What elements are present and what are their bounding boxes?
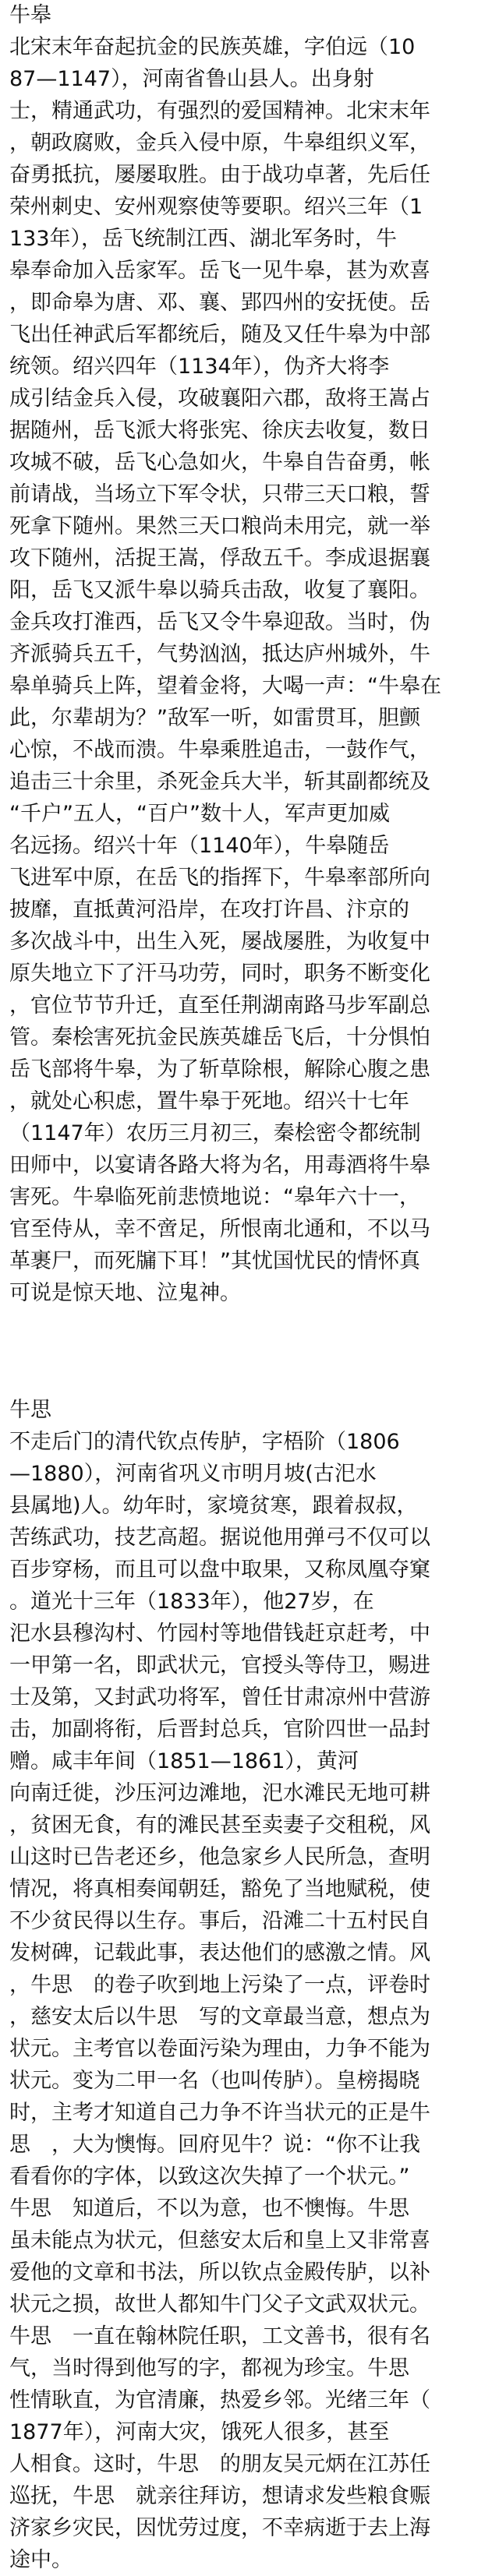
text-line: 苦练武功，技艺高超。据说他用弹弓不仅可以 [9,1526,430,1550]
text-line: 状元。变为二甲一名（也叫传胪）。皇榜揭晓 [9,2069,420,2093]
article-body [9,31,490,1309]
text-line: 一甲第一名，即武状元，官授头等侍卫，赐进 [9,1653,430,1678]
text-line: 追击三十余里，杀死金兵大半，斩其副都统及 [9,770,430,794]
text-line: 齐派骑兵五千，气势汹汹，抵达庐州城外，牛 [9,642,430,666]
text-line: ，即命皋为唐、邓、襄、郢四州的安抚使。岳 [9,291,430,315]
article-niu-si [9,1395,490,2576]
text-line: 人相食。这时，牛思 的朋友吴元炳在江苏任 [9,2452,430,2476]
text-line: 思 ，大为懊悔。回府见牛？说：“你不让我 [9,2133,420,2157]
text-line: （1147年）农历三月初三，秦桧密令都统制 [9,1121,421,1145]
text-line: 87—1147），河南省鲁山县人。出身射 [9,67,374,91]
text-line: ，就处心积虑，置牛皋于死地。绍兴十七年 [9,1089,409,1113]
text-line: 途中。 [9,2548,73,2572]
text-line: 原失地立下了汗马功劳，同时，职务不断变化 [9,962,430,986]
text-line: 时，主考才知道自己力争不许当状元的正是牛 [9,2101,430,2125]
text-line: 状元之损，故世人都知牛门父子文武双状元。 [9,2292,430,2317]
text-line: 1877年），河南大灾，饿死人很多，甚至 [9,2420,390,2444]
text-line: 汜水县穆沟村、竹园村等地借钱赶京赶考，中 [9,1621,430,1646]
text-line: 士及第，又封武功将军，曾任甘肃凉州中营游 [9,1685,430,1710]
text-line: 可说是惊天地、泣鬼神。 [9,1281,241,1305]
text-line: 荣州刺史、安州观察使等要职。绍兴三年（1 [9,195,423,219]
text-line: 牛思 知道后，不以为意，也不懊悔。牛思 [9,2197,409,2221]
text-line: 统领。绍兴四年（1134年），伪齐大将李 [9,355,390,379]
section-gap [9,1309,490,1395]
text-line: 状元。主考官以卷面污染为理由，力争不能为 [9,2037,430,2061]
text-line: 县属地)人。幼年时，家境贫寒，跟着叔叔， [9,1494,418,1518]
text-line: 气，当时得到他写的字，都视为珍宝。牛思 [9,2356,409,2380]
text-line: 击，加副将衔，后晋封总兵，官阶四世一品封 [9,1717,430,1741]
text-line: 性情耿直，为官清廉，热爱乡邻。光绪三年（ [9,2388,430,2412]
text-line: 虽未能点为状元，但慈安太后和皇上又非常喜 [9,2228,430,2253]
article-title: 牛思 [9,1398,51,1422]
text-line: 管。秦桧害死抗金民族英雄岳飞后，十分惧怕 [9,1025,430,1050]
text-line: 岳飞部将牛皋，为了斩草除根，解除心腹之患 [9,1057,430,1082]
text-line: 前请战，当场立下军令状，只带三天口粮，誓 [9,482,430,506]
text-line: 爱他的文章和书法，所以钦点金殿传胪，以补 [9,2260,430,2285]
text-line: ，朝政腐败，金兵入侵中原，牛皋组织义军， [9,131,430,155]
text-line: 据随州，岳飞派大将张宪、徐庆去收复，数日 [9,418,430,443]
text-line: 田师中，以宴请各路大将为名，用毒酒将牛皋 [9,1153,430,1177]
text-line: 发树碑，记载此事，表达他们的感激之情。风 [9,1941,430,1965]
text-line: 飞进军中原，在岳飞的指挥下，牛皋率部所向 [9,866,430,890]
text-line: 不走后门的清代钦点传胪，字梧阶（1806 [9,1430,400,1454]
article-title: 牛皋 [9,3,51,27]
text-line: “千户”五人，“百户”数十人，军声更加威 [9,802,390,826]
text-line: ，贫困无食，有的滩民甚至卖妻子交租税，风 [9,1813,430,1837]
text-line: 金兵攻打淮西，岳飞又令牛皋迎敌。当时，伪 [9,610,430,634]
text-line: 士，精通武功，有强烈的爱国精神。北宋末年 [9,99,430,123]
text-line: 巡抚，牛思 就亲往拜访，想请求发些粮食赈 [9,2484,430,2508]
text-line: 心惊，不战而溃。牛皋乘胜追击，一鼓作气， [9,738,430,762]
text-line: 阳，岳飞又派牛皋以骑兵击敌，收复了襄阳。 [9,578,430,602]
text-line: 皋奉命加入岳家军。岳飞一见牛皋，甚为欢喜 [9,259,430,283]
text-line: 北宋末年奋起抗金的民族英雄，字伯远（10 [9,35,416,59]
text-line: 官至侍从，幸不啻足，所恨南北通和，不以马 [9,1217,430,1241]
text-line: ，牛思 的卷子吹到地上污染了一点，评卷时 [9,1973,430,1997]
text-line: ，慈安太后以牛思 写的文章最当意，想点为 [9,2005,430,2029]
text-line: 赠。咸丰年间（1851—1861），黄河 [9,1749,359,1773]
text-line: 多次战斗中，出生入死，屡战屡胜，为收复中 [9,930,430,954]
text-line: 此，尔辈胡为？”敌军一听，如雷贯耳，胆颤 [9,706,420,730]
text-line: 死拿下随州。果然三天口粮尚未用完，就一举 [9,514,430,538]
text-line: 革裹尸，而死牖下耳！”其忧国忧民的情怀真 [9,1249,420,1273]
text-line: 奋勇抵抗，屡屡取胜。由于战功卓著，先后任 [9,163,430,187]
text-line: 皋单骑兵上阵，望着金将，大喝一声：“牛皋在 [9,674,441,698]
article-body [9,1426,490,2576]
text-line: 山这时已告老还乡，他急家乡人民所急，查明 [9,1845,430,1869]
text-line: 。道光十三年（1833年），他27岁，在 [9,1590,374,1614]
text-line: —1880），河南省巩义市明月坡(古汜水 [9,1462,377,1486]
text-line: 成引结金兵入侵，攻破襄阳六郡，敌将王嵩占 [9,386,430,411]
text-line: 披靡，直抵黄河沿岸，在攻打许昌、汴京的 [9,898,409,922]
text-line: 情况，将真相奏闻朝廷，豁免了当地赋税，使 [9,1877,430,1901]
text-line: 名远扬。绍兴十年（1140年），牛皋随岳 [9,834,390,858]
text-line: 济家乡灾民，因忧劳过度，不幸病逝于去上海 [9,2516,430,2540]
text-line: 百步穿杨，而且可以盘中取果，又称凤凰夺窠 [9,1558,430,1582]
text-line: 攻下随州，活捉王嵩，俘敌五千。李成退据襄 [9,546,430,570]
text-line: 不少贫民得以生存。事后，沿滩二十五村民自 [9,1909,430,1933]
text-line: 飞出任神武后军都统后，随及又任牛皋为中部 [9,323,430,347]
article-niu-gao [9,0,490,1309]
text-line: ，官位节节升迁，直至任荆湖南路马步军副总 [9,993,430,1018]
text-line: 看看你的字体，以致这次失掉了一个状元。” [9,2165,410,2189]
text-line: 牛思 一直在翰林院任职，工文善书，很有名 [9,2324,430,2348]
text-line: 攻城不破，岳飞心急如火，牛皋自告奋勇，帐 [9,450,430,475]
text-line: 害死。牛皋临死前悲愤地说：“皋年六十一， [9,1185,420,1209]
text-line: 133年），岳飞统制江西、湖北军务时，牛 [9,227,398,251]
text-line: 向南迁徙，沙压河边滩地，汜水滩民无地可耕 [9,1781,430,1805]
